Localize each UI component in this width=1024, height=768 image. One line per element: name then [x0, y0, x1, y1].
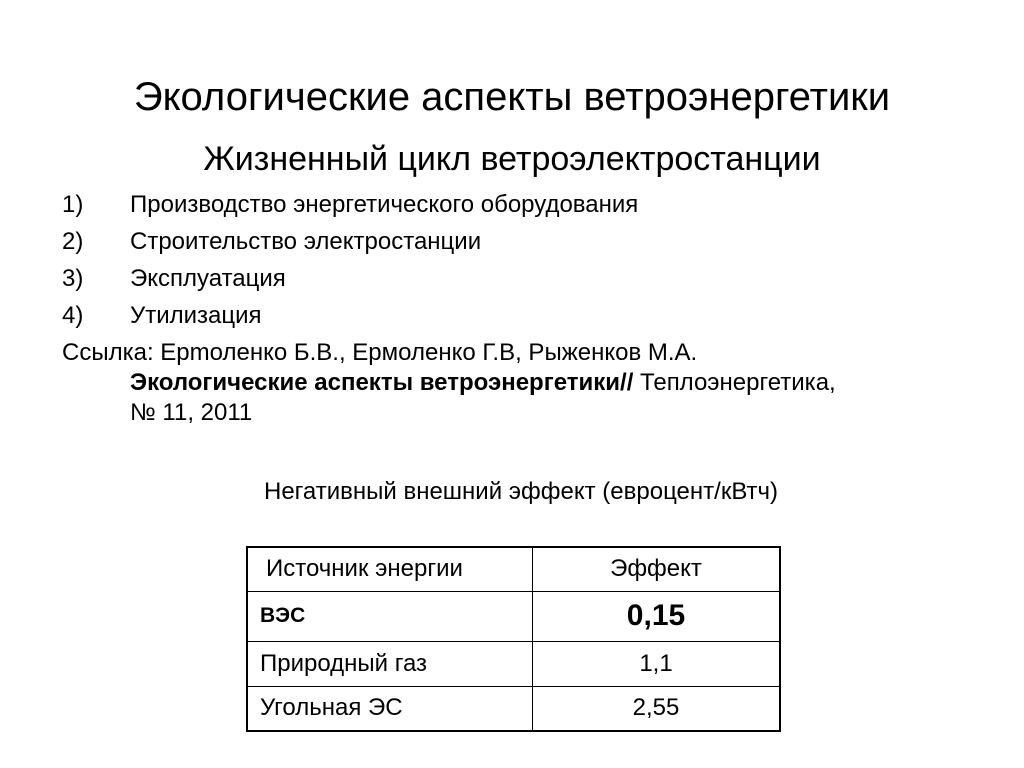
list-item [62, 186, 638, 223]
reference-journal: Теплоэнергетика, [633, 369, 836, 396]
reference-issue: № 11, 2011 [130, 399, 253, 426]
reference-authors: Ссылка: Ерmоленко Б.В., Ермоленко Г.В, Рыженков М.А. [62, 339, 698, 366]
list-item-text: Производство энергетического оборудования [130, 191, 639, 218]
table-row [247, 641, 780, 686]
list-item-text: Утилизация [130, 302, 262, 329]
table-header-row [247, 547, 780, 591]
column-header-source: Источник энергии [247, 547, 533, 591]
slide-subtitle: Жизненный цикл ветроэлектростанции [203, 140, 821, 178]
cell-effect: 2,55 [533, 686, 781, 731]
life-cycle-list [62, 186, 638, 334]
cell-source: Природный газ [247, 641, 533, 686]
cell-source: Угольная ЭС [247, 686, 533, 731]
list-item-text: Строительство электростанции [130, 228, 482, 255]
reference-article-title: Экологические аспекты ветроэнергетики// [130, 369, 634, 396]
list-item-number: 2) [62, 228, 84, 255]
column-header-effect: Эффект [533, 547, 781, 591]
cell-source: ВЭС [247, 591, 533, 641]
cell-effect: 1,1 [533, 641, 781, 686]
list-item-number: 3) [62, 265, 84, 292]
reference-citation [62, 338, 982, 428]
table-row [247, 686, 780, 731]
cell-effect: 0,15 [533, 591, 781, 641]
table-caption: Негативный внешний эффект (евроцент/кВтч) [263, 478, 779, 505]
slide-title: Экологические аспекты ветроэнергетики [133, 75, 891, 119]
list-item-number: 1) [62, 191, 84, 218]
effects-table [246, 546, 781, 732]
reference-source [62, 368, 982, 398]
table-row [247, 591, 780, 641]
list-item [62, 297, 638, 334]
list-item-number: 4) [62, 302, 84, 329]
list-item [62, 260, 638, 297]
list-item-text: Эксплуатация [130, 265, 286, 292]
list-item [62, 223, 638, 260]
